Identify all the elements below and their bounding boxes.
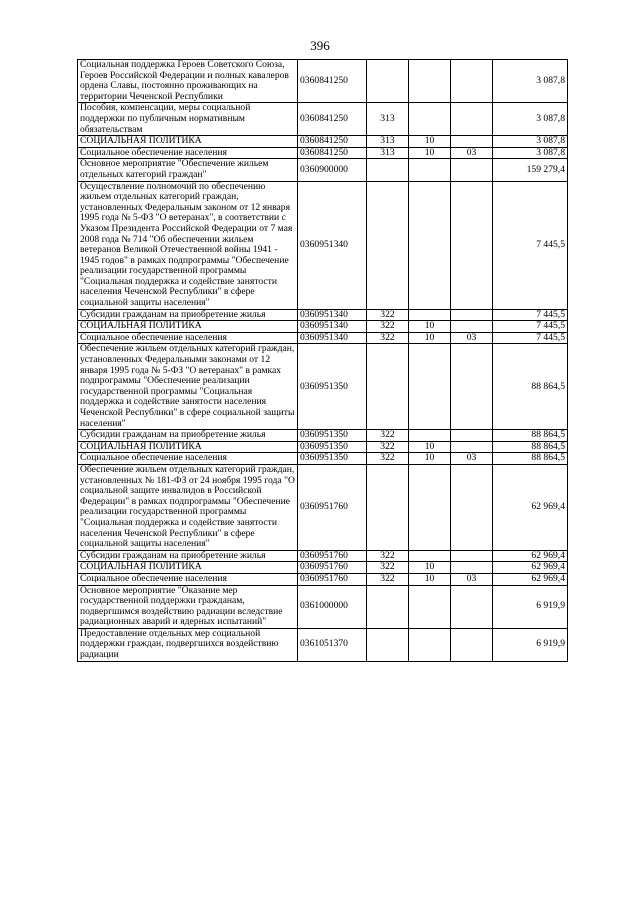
item-name-cell: Социальное обеспечение населения [78,147,298,159]
target-article-code-cell: 0360841250 [298,103,367,136]
amount-cell: 62 969,4 [493,550,568,562]
table-row [78,562,568,574]
subsection-code-cell [451,430,493,442]
section-code-cell [409,181,451,309]
table-row [78,321,568,333]
section-code-cell: 10 [409,332,451,344]
target-article-code-cell: 0360951350 [298,344,367,430]
expense-type-code-cell: 322 [367,332,409,344]
expense-type-code-cell: 313 [367,103,409,136]
target-article-code-cell: 0360951760 [298,573,367,585]
target-article-code-cell: 0360951760 [298,562,367,574]
target-article-code-cell: 0360951340 [298,181,367,309]
expense-type-code-cell: 322 [367,321,409,333]
amount-cell: 88 864,5 [493,441,568,453]
target-article-code-cell: 0360951760 [298,550,367,562]
section-code-cell: 10 [409,573,451,585]
item-name-cell: Социальное обеспечение населения [78,573,298,585]
item-name-cell: Субсидии гражданам на приобретение жилья [78,430,298,442]
table-row [78,147,568,159]
section-code-cell [409,309,451,321]
section-code-cell [409,430,451,442]
item-name-cell: Пособия, компенсации, меры социальной поддержки по публичным нормативным обязательствам [78,103,298,136]
expense-type-code-cell [367,464,409,550]
item-name-cell: Социальное обеспечение населения [78,332,298,344]
budget-table-body [78,60,568,662]
amount-cell: 7 445,5 [493,309,568,321]
item-name-cell: Социальное обеспечение населения [78,453,298,465]
section-code-cell: 10 [409,453,451,465]
page-number: 396 [310,38,330,53]
expense-type-code-cell: 322 [367,453,409,465]
amount-cell: 62 969,4 [493,562,568,574]
section-code-cell: 10 [409,147,451,159]
table-row [78,103,568,136]
expense-type-code-cell: 313 [367,147,409,159]
amount-cell: 3 087,8 [493,147,568,159]
table-row [78,441,568,453]
target-article-code-cell: 0360951350 [298,453,367,465]
table-row [78,309,568,321]
table-row [78,344,568,430]
table-row [78,550,568,562]
item-name-cell: Предоставление отдельных мер социальной поддержки граждан, подвергшихся воздействию радиации [78,628,298,661]
subsection-code-cell [451,344,493,430]
expense-type-code-cell: 322 [367,430,409,442]
table-row [78,181,568,309]
table-row [78,60,568,103]
table-row [78,430,568,442]
subsection-code-cell [451,136,493,148]
target-article-code-cell: 0361000000 [298,585,367,628]
amount-cell: 7 445,5 [493,181,568,309]
subsection-code-cell [451,103,493,136]
item-name-cell: СОЦИАЛЬНАЯ ПОЛИТИКА [78,136,298,148]
target-article-code-cell: 0360951350 [298,441,367,453]
item-name-cell: Осуществление полномочий по обеспечению жильем отдельных категорий граждан, установленных Федеральным законом от 12 января 1995 года № 5-ФЗ "О ветеранах", в соответствии с Указом Президента Российской Федерации от 7 мая 2008 года № 714 "Об обеспечении жильем ветеранов Великой Отечественной войны 1941 - 1945 годов" в рамках подпрограммы "Обеспечение реализации государственной программы "Социальная поддержка и содействие занятости населения Чеченской Республики" в сфере социальной защиты населения" [78,181,298,309]
item-name-cell: Субсидии гражданам на приобретение жилья [78,309,298,321]
amount-cell: 3 087,8 [493,103,568,136]
item-name-cell: СОЦИАЛЬНАЯ ПОЛИТИКА [78,321,298,333]
subsection-code-cell [451,181,493,309]
target-article-code-cell: 0360951340 [298,332,367,344]
target-article-code-cell: 0360951760 [298,464,367,550]
section-code-cell [409,159,451,181]
section-code-cell: 10 [409,441,451,453]
amount-cell: 88 864,5 [493,430,568,442]
item-name-cell: СОЦИАЛЬНАЯ ПОЛИТИКА [78,441,298,453]
subsection-code-cell [451,464,493,550]
section-code-cell [409,344,451,430]
amount-cell: 6 919,9 [493,628,568,661]
expense-type-code-cell: 322 [367,562,409,574]
amount-cell: 159 279,4 [493,159,568,181]
subsection-code-cell: 03 [451,573,493,585]
expense-type-code-cell: 322 [367,309,409,321]
section-code-cell: 10 [409,321,451,333]
subsection-code-cell [451,159,493,181]
subsection-code-cell [451,309,493,321]
section-code-cell [409,628,451,661]
expense-type-code-cell: 322 [367,573,409,585]
amount-cell: 62 969,4 [493,464,568,550]
target-article-code-cell: 0360951350 [298,430,367,442]
target-article-code-cell: 0360900000 [298,159,367,181]
section-code-cell: 10 [409,136,451,148]
amount-cell: 88 864,5 [493,453,568,465]
target-article-code-cell: 0360841250 [298,60,367,103]
subsection-code-cell [451,321,493,333]
expense-type-code-cell [367,60,409,103]
expense-type-code-cell: 313 [367,136,409,148]
amount-cell: 7 445,5 [493,321,568,333]
target-article-code-cell: 0360841250 [298,136,367,148]
table-row [78,628,568,661]
table-row [78,159,568,181]
section-code-cell [409,550,451,562]
budget-table [77,59,568,662]
section-code-cell [409,464,451,550]
table-row [78,573,568,585]
item-name-cell: СОЦИАЛЬНАЯ ПОЛИТИКА [78,562,298,574]
subsection-code-cell: 03 [451,332,493,344]
item-name-cell: Обеспечение жильем отдельных категорий граждан, установленных № 181-ФЗ от 24 ноября 1995 года "О социальной защите инвалидов в Российской Федерации" в рамках подпрограммы "Обеспечение реализации государственной программы "Социальная поддержка и содействие занятости населения Чеченской Республики" в сфере социальной защиты населения" [78,464,298,550]
expense-type-code-cell: 322 [367,441,409,453]
amount-cell: 3 087,8 [493,60,568,103]
subsection-code-cell [451,441,493,453]
subsection-code-cell: 03 [451,147,493,159]
section-code-cell [409,60,451,103]
target-article-code-cell: 0361051370 [298,628,367,661]
target-article-code-cell: 0360951340 [298,309,367,321]
section-code-cell [409,103,451,136]
expense-type-code-cell: 322 [367,550,409,562]
subsection-code-cell [451,562,493,574]
item-name-cell: Социальная поддержка Героев Советского Союза, Героев Российской Федерации и полных кавалеров ордена Славы, постоянно проживающих на территории Чеченской Республики [78,60,298,103]
item-name-cell: Субсидии гражданам на приобретение жилья [78,550,298,562]
expense-type-code-cell [367,628,409,661]
amount-cell: 3 087,8 [493,136,568,148]
table-row [78,464,568,550]
item-name-cell: Обеспечение жильем отдельных категорий граждан, установленных Федеральными законами от 12 января 1995 года № 5-ФЗ "О ветеранах" в рамках подпрограммы "Обеспечение реализации государственной программы "Социальная поддержка и содействие занятости населения Чеченской Республики" в сфере социальной защиты населения" [78,344,298,430]
item-name-cell: Основное мероприятие "Обеспечение жильем отдельных категорий граждан" [78,159,298,181]
expense-type-code-cell [367,181,409,309]
amount-cell: 62 969,4 [493,573,568,585]
item-name-cell: Основное мероприятие "Оказание мер государственной поддержки гражданам, подвергшимся воздействию радиации вследствие радиационных аварий и ядерных испытаний" [78,585,298,628]
target-article-code-cell: 0360951340 [298,321,367,333]
subsection-code-cell [451,585,493,628]
table-row [78,136,568,148]
expense-type-code-cell [367,585,409,628]
target-article-code-cell: 0360841250 [298,147,367,159]
table-row [78,332,568,344]
section-code-cell [409,585,451,628]
expense-type-code-cell [367,159,409,181]
expense-type-code-cell [367,344,409,430]
table-row [78,585,568,628]
section-code-cell: 10 [409,562,451,574]
amount-cell: 88 864,5 [493,344,568,430]
table-row [78,453,568,465]
subsection-code-cell [451,550,493,562]
subsection-code-cell [451,628,493,661]
subsection-code-cell: 03 [451,453,493,465]
amount-cell: 7 445,5 [493,332,568,344]
amount-cell: 6 919,9 [493,585,568,628]
subsection-code-cell [451,60,493,103]
